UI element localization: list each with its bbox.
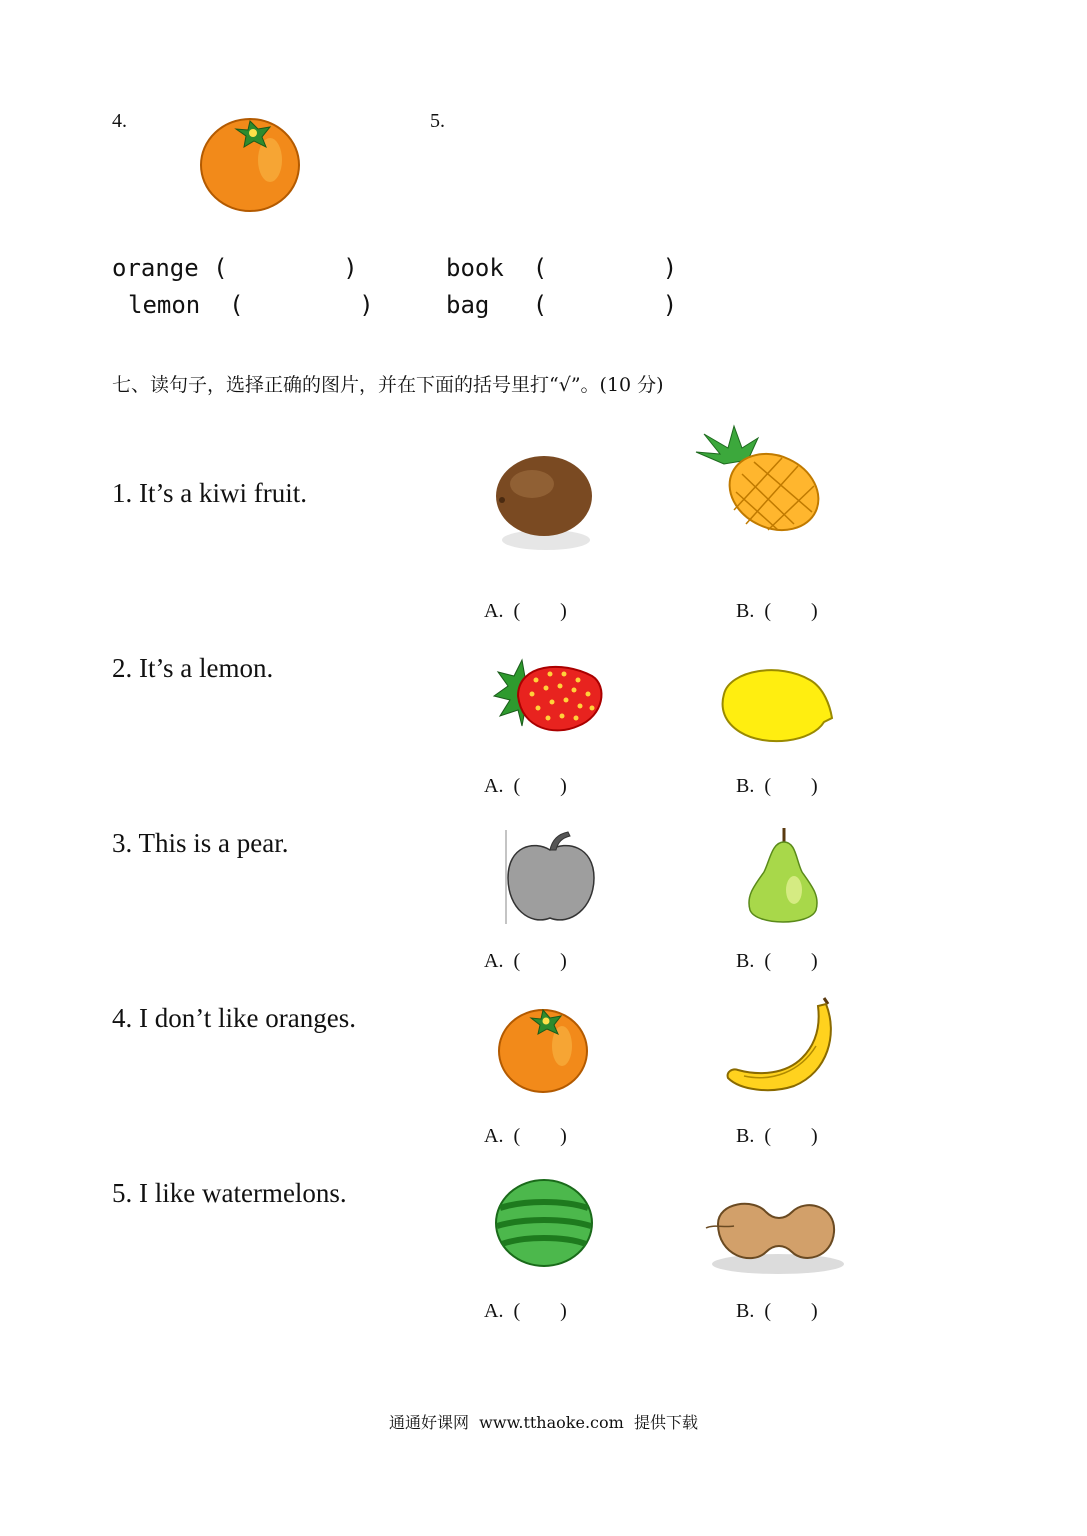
word-bag: bag ( ) [446,291,678,319]
question-1-option-b[interactable]: B. ( ) [736,600,818,622]
lemon-icon [720,666,836,746]
pineapple-icon [694,424,824,534]
strawberry-icon [492,654,606,738]
question-2-option-b[interactable]: B. ( ) [736,775,818,797]
question-5-option-b[interactable]: B. ( ) [736,1300,818,1322]
kiwi-icon [494,448,596,552]
question-3-option-b[interactable]: B. ( ) [736,950,818,972]
word-orange: orange ( ) [112,254,358,282]
section-7-instruction: 七、读句子，选择正确的图片，并在下面的括号里打“√”。(10 分) [112,374,664,396]
question-2-sentence: 2. It’s a lemon. [112,653,274,683]
question-4-option-b[interactable]: B. ( ) [736,1125,818,1147]
banana-icon [724,994,838,1092]
question-1-option-a[interactable]: A. ( ) [484,600,567,622]
question-4-option-a[interactable]: A. ( ) [484,1125,567,1147]
page-footer: 通通好课网 www.tthaoke.com 提供下载 [389,1413,698,1432]
apple-icon [504,828,598,928]
pear-icon [744,826,822,926]
word-lemon: lemon ( ) [128,291,374,319]
question-2-option-a[interactable]: A. ( ) [484,775,567,797]
answer-paren[interactable]: ( ) [532,254,678,282]
answer-paren[interactable]: ( ) [213,254,358,282]
orange-icon [498,1006,590,1094]
answer-paren[interactable]: ( ) [229,291,374,319]
watermelon-icon [494,1178,594,1268]
word-book: book ( ) [446,254,678,282]
question-5-option-a[interactable]: A. ( ) [484,1300,567,1322]
question-3-option-a[interactable]: A. ( ) [484,950,567,972]
question-3-sentence: 3. This is a pear. [112,828,289,858]
question-5-sentence: 5. I like watermelons. [112,1178,347,1208]
answer-paren[interactable]: ( ) [532,291,678,319]
question-1-sentence: 1. It’s a kiwi fruit. [112,478,307,508]
orange-icon [200,115,302,213]
question-4-sentence: 4. I don’t like oranges. [112,1003,356,1033]
item-5-number: 5. [430,110,445,132]
peanut-icon [704,1194,848,1280]
item-4-number: 4. [112,110,127,132]
